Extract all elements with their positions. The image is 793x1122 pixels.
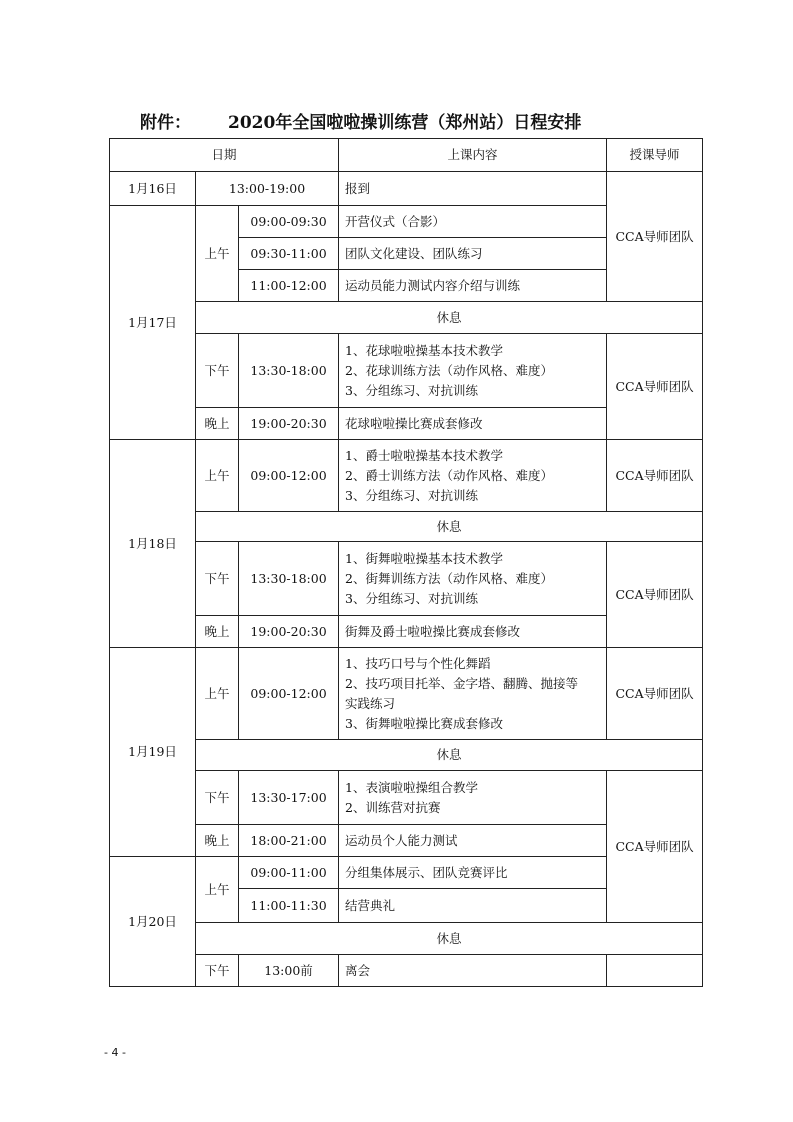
instructor-cell-empty	[607, 955, 703, 987]
title-label: 附件：	[140, 113, 191, 133]
period-cell: 上午	[196, 440, 239, 512]
period-cell: 晚上	[196, 825, 239, 857]
content-line: 2、训练营对抗赛	[345, 799, 441, 815]
content-cell: 分组集体展示、团队竞赛评比	[339, 857, 607, 889]
content-cell: 结营典礼	[339, 889, 607, 923]
content-cell	[339, 334, 607, 408]
content-line: 1、技巧口号与个性化舞蹈	[345, 655, 491, 671]
instructor-cell: CCA导师团队	[607, 771, 703, 923]
period-cell: 晚上	[196, 616, 239, 648]
content-line: 1、花球啦啦操基本技术教学	[345, 342, 503, 358]
period-cell: 上午	[196, 648, 239, 740]
header-date: 日期	[110, 139, 339, 172]
time-cell: 13:00前	[239, 955, 339, 987]
content-cell: 运动员能力测试内容介绍与训练	[339, 270, 607, 302]
date-cell: 1月20日	[110, 857, 196, 987]
period-cell: 上午	[196, 206, 239, 302]
content-cell: 开营仪式（合影）	[339, 206, 607, 238]
content-line: 1、爵士啦啦操基本技术教学	[345, 447, 503, 463]
period-cell: 下午	[196, 334, 239, 408]
instructor-cell: CCA导师团队	[607, 542, 703, 648]
time-cell: 09:00-11:00	[239, 857, 339, 889]
time-cell: 13:00-19:00	[196, 172, 339, 206]
time-cell: 09:00-12:00	[239, 648, 339, 740]
content-line: 1、表演啦啦操组合教学	[345, 779, 478, 795]
date-cell: 1月19日	[110, 648, 196, 857]
period-cell: 下午	[196, 955, 239, 987]
time-cell: 19:00-20:30	[239, 408, 339, 440]
time-cell: 11:00-12:00	[239, 270, 339, 302]
content-line: 2、技巧项目托举、金字塔、翻腾、抛接等	[345, 675, 578, 691]
time-cell: 09:00-09:30	[239, 206, 339, 238]
time-cell: 11:00-11:30	[239, 889, 339, 923]
time-cell: 13:30-18:00	[239, 542, 339, 616]
time-cell: 09:30-11:00	[239, 238, 339, 270]
instructor-cell: CCA导师团队	[607, 334, 703, 440]
content-line: 2、花球训练方法（动作风格、难度）	[345, 362, 553, 378]
table-row	[110, 955, 703, 987]
time-cell: 13:30-17:00	[239, 771, 339, 825]
content-cell: 运动员个人能力测试	[339, 825, 607, 857]
content-line: 2、爵士训练方法（动作风格、难度）	[345, 467, 553, 483]
content-cell: 报到	[339, 172, 607, 206]
title-text: 2020年全国啦啦操训练营（郑州站）日程安排	[228, 113, 582, 133]
period-cell: 下午	[196, 771, 239, 825]
table-row	[110, 648, 703, 740]
content-cell	[339, 771, 607, 825]
content-cell: 离会	[339, 955, 607, 987]
date-cell: 1月17日	[110, 206, 196, 440]
table-row	[110, 542, 703, 616]
table-row	[110, 440, 703, 512]
table-row	[110, 923, 703, 955]
period-cell: 晚上	[196, 408, 239, 440]
content-cell: 团队文化建设、团队练习	[339, 238, 607, 270]
content-cell	[339, 648, 607, 740]
content-line: 实践练习	[345, 695, 396, 711]
header-content: 上课内容	[339, 139, 607, 172]
table-row	[110, 302, 703, 334]
content-line: 3、分组练习、对抗训练	[345, 487, 478, 503]
rest-cell: 休息	[196, 512, 703, 542]
rest-cell: 休息	[196, 302, 703, 334]
schedule-table	[109, 138, 703, 987]
page-number: - 4 -	[104, 1046, 126, 1059]
rest-cell: 休息	[196, 740, 703, 771]
period-cell: 下午	[196, 542, 239, 616]
content-cell	[339, 542, 607, 616]
header-instructor: 授课导师	[607, 139, 703, 172]
content-cell: 街舞及爵士啦啦操比赛成套修改	[339, 616, 607, 648]
date-cell: 1月16日	[110, 172, 196, 206]
content-line: 3、街舞啦啦操比赛成套修改	[345, 715, 503, 731]
time-cell: 19:00-20:30	[239, 616, 339, 648]
rest-cell: 休息	[196, 923, 703, 955]
table-row	[110, 740, 703, 771]
time-cell: 09:00-12:00	[239, 440, 339, 512]
content-cell	[339, 440, 607, 512]
time-cell: 18:00-21:00	[239, 825, 339, 857]
table-row	[110, 172, 703, 206]
period-cell: 上午	[196, 857, 239, 923]
table-row	[110, 512, 703, 542]
content-line: 2、街舞训练方法（动作风格、难度）	[345, 570, 553, 586]
content-cell: 花球啦啦操比赛成套修改	[339, 408, 607, 440]
table-row	[110, 334, 703, 408]
content-line: 3、分组练习、对抗训练	[345, 382, 478, 398]
instructor-cell: CCA导师团队	[607, 648, 703, 740]
table-row	[110, 771, 703, 825]
instructor-cell: CCA导师团队	[607, 172, 703, 302]
date-cell: 1月18日	[110, 440, 196, 648]
content-line: 3、分组练习、对抗训练	[345, 590, 478, 606]
header-row	[110, 139, 703, 172]
content-line: 1、街舞啦啦操基本技术教学	[345, 550, 503, 566]
time-cell: 13:30-18:00	[239, 334, 339, 408]
instructor-cell: CCA导师团队	[607, 440, 703, 512]
